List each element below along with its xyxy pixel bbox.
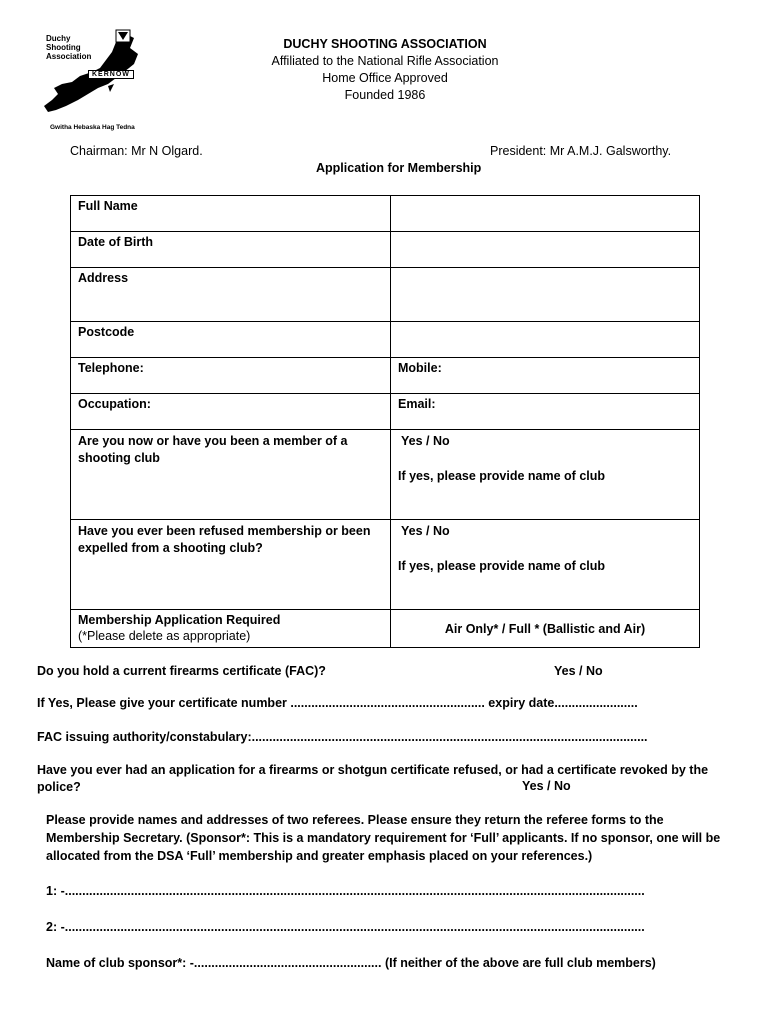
president: President: Mr A.M.J. Galsworthy.: [490, 144, 672, 158]
logo-motto: Gwitha Hebaska Hag Tedna: [50, 124, 135, 131]
member-yes-no[interactable]: Yes / No: [401, 434, 450, 448]
member-answer-field[interactable]: [391, 430, 700, 520]
postcode-field[interactable]: [391, 322, 700, 358]
occupation-field[interactable]: [71, 394, 391, 430]
occupation-label: Occupation:: [78, 397, 151, 411]
approval-line: Home Office Approved: [322, 71, 448, 85]
referee-1-line[interactable]: 1: -.......................................................................................................................................................................: [46, 884, 645, 898]
refused-club-prompt: If yes, please provide name of club: [398, 559, 606, 573]
form-title: Application for Membership: [316, 161, 482, 175]
logo-banner: KERNOW: [88, 70, 134, 79]
telephone-label: Telephone:: [78, 361, 144, 375]
club-sponsor-line[interactable]: Name of club sponsor*: -...................................................... (If neither of the above are full club members): [46, 956, 656, 970]
membership-type-options[interactable]: Air Only* / Full * (Ballistic and Air): [391, 610, 700, 648]
postcode-label: Postcode: [71, 322, 391, 358]
fac-number-line[interactable]: If Yes, Please give your certificate number ........................................................ expiry date........................: [37, 696, 638, 710]
member-question: Are you now or have you been a member of a shooting club: [71, 430, 391, 520]
fac-refused-yes-no[interactable]: Yes / No: [522, 779, 571, 793]
address-label: Address: [71, 268, 391, 322]
mobile-field[interactable]: [391, 358, 700, 394]
logo-name: Duchy Shooting Association: [46, 34, 92, 61]
fac-refused-question: Have you ever had an application for a firearms or shotgun certificate refused, or had a certificate revoked by the police?: [37, 763, 709, 794]
dob-label: Date of Birth: [71, 232, 391, 268]
delete-note: (*Please delete as appropriate): [78, 629, 251, 643]
membership-required-label: Membership Application Required: [78, 613, 281, 627]
association-title: DUCHY SHOOTING ASSOCIATION: [283, 37, 487, 51]
email-field[interactable]: [391, 394, 700, 430]
full-name-label: Full Name: [71, 196, 391, 232]
mobile-label: Mobile:: [398, 361, 442, 375]
affiliation-line: Affiliated to the National Rifle Association: [271, 54, 499, 68]
header: [200, 36, 570, 104]
dob-field[interactable]: [391, 232, 700, 268]
full-name-field[interactable]: [391, 196, 700, 232]
founded-line: Founded 1986: [344, 88, 426, 102]
chairman: Chairman: Mr N Olgard.: [70, 144, 203, 158]
referees-intro: Please provide names and addresses of two referees. Please ensure they return the referee forms to the Membership Secretary. (Sponsor*: This is a mandatory requirement for ‘Full’ applicants. If no sponsor, one will be allocated from the DSA ‘Full’ membership and greater emphasis placed on your references.): [46, 813, 721, 863]
membership-table: [70, 195, 700, 648]
refused-answer-field[interactable]: [391, 520, 700, 610]
telephone-field[interactable]: [71, 358, 391, 394]
fac-yes-no[interactable]: Yes / No: [554, 664, 603, 678]
referee-2-line[interactable]: 2: -.......................................................................................................................................................................: [46, 920, 645, 934]
address-field[interactable]: [391, 268, 700, 322]
fac-authority-line[interactable]: FAC issuing authority/constabulary:..................................................................................................................: [37, 730, 648, 744]
fac-question: Do you hold a current firearms certificate (FAC)?: [37, 664, 326, 678]
member-club-prompt: If yes, please provide name of club: [398, 469, 606, 483]
refused-yes-no[interactable]: Yes / No: [401, 524, 450, 538]
email-label: Email:: [398, 397, 436, 411]
refused-question: Have you ever been refused membership or been expelled from a shooting club?: [71, 520, 391, 610]
dsa-logo: [38, 28, 158, 133]
membership-required-cell: [71, 610, 391, 648]
